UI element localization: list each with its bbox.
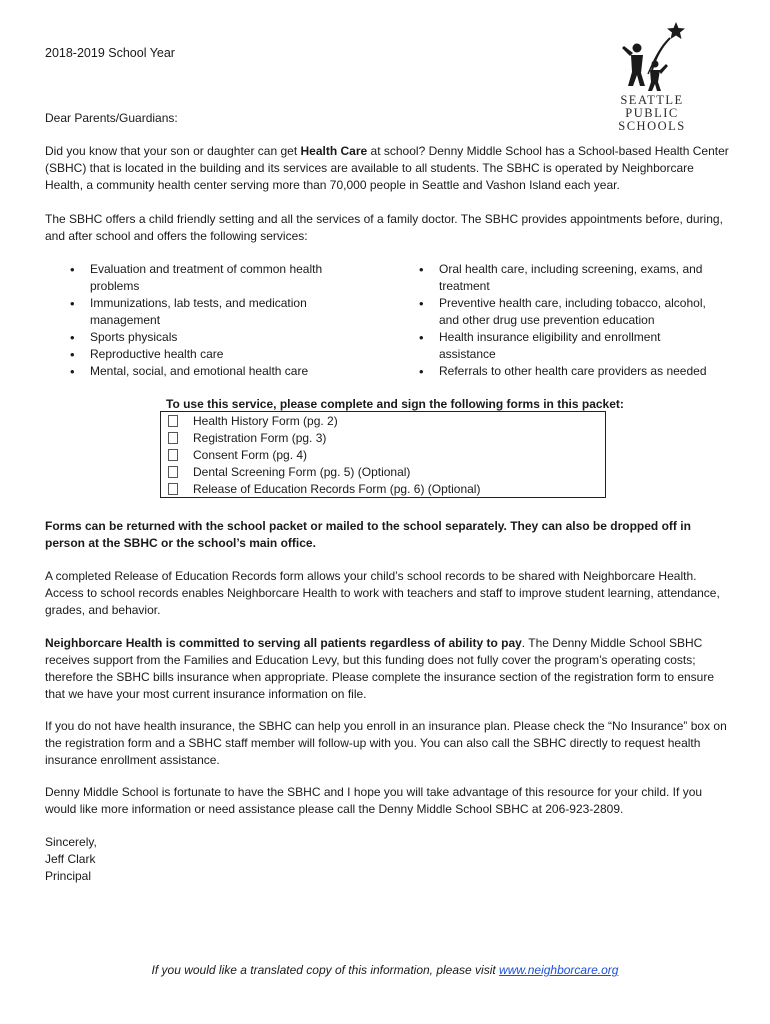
form-item-label: Registration Form (pg. 3) [193,431,327,445]
form-checklist-item [168,464,480,481]
forms-box-title: To use this service, please complete and sign the following forms in this packet: [166,397,624,411]
form-item-label: Dental Screening Form (pg. 5) (Optional) [193,465,411,479]
list-item: • Reproductive health care [68,346,353,363]
insurance-paragraph: If you do not have health insurance, the SBHC can help you enroll in an insurance plan. Please check the “No Insurance” box on the registration form and a SBHC staff member will follow-up with you. You can also call the SBHC directly to request health insurance enrollment assistance. [45,719,727,767]
signer-name: Jeff Clark [45,852,96,866]
signer-title: Principal [45,869,92,883]
form-checklist-item [168,413,480,430]
logo-word-public: PUBLIC [625,106,679,120]
logo-word-seattle: SEATTLE [620,93,684,107]
closing-salutation: Sincerely, [45,835,97,849]
logo-word-schools: SCHOOLS [618,119,686,133]
commitment-paragraph [45,635,730,703]
list-item: • Referrals to other health care providers as needed [417,363,717,380]
list-item: • Oral health care, including screening, exams, and treatment [417,261,717,295]
list-item: • Preventive health care, including tobacco, alcohol, and other drug use prevention education [417,295,717,329]
services-list-right [417,261,717,380]
list-item: • Mental, social, and emotional health care [68,363,353,380]
form-item-label: Health History Form (pg. 2) [193,414,338,428]
form-checklist-item [168,447,480,464]
closing-signature [45,834,97,885]
intro-bold-phrase: Health Care [300,144,368,158]
list-item: • Sports physicals [68,329,353,346]
neighborcare-link[interactable]: www.neighborcare.org [499,963,619,977]
contact-paragraph: Denny Middle School is fortunate to have the SBHC and I hope you will take advantage of this resource for your child. If you would like more information or need assistance please call the Denny Middle School SBHC at 206-923-2809. [45,785,703,816]
commitment-bold-phrase: Neighborcare Health is committed to serving all patients regardless of ability to pay [45,636,522,650]
list-item: • Immunizations, lab tests, and medication management [68,295,353,329]
forms-checklist [168,413,480,498]
checkbox[interactable] [168,483,178,495]
checkbox[interactable] [168,449,178,461]
form-item-label: Release of Education Records Form (pg. 6) (Optional) [193,482,481,496]
school-year: 2018-2019 School Year [45,46,175,60]
star-figures-icon [612,18,698,96]
form-item-label: Consent Form (pg. 4) [193,448,308,462]
greeting: Dear Parents/Guardians: [45,111,178,125]
commitment-text: . The Denny Middle School SBHC receives support from the Families and Education Levy, but this funding does not fully cover the program’s operating costs; therefore the SBHC bills insurance when appropriate. Please complete the insurance section of the registration form to ensure that we have your most current insurance information on file. [45,636,715,701]
form-checklist-item [168,481,480,498]
intro-text-start: Did you know that your son or daughter can get [45,144,301,158]
checkbox[interactable] [168,432,178,444]
intro-text-end: at school? Denny Middle School has a School-based Health Center (SBHC) that is located in the building and its services are available to all students. The SBHC is operated by Neighborcare Health, a community health center serving more than 70,000 people in Seattle and Vashon Island each year. [45,144,729,192]
seattle-public-schools-logo [612,18,698,136]
footer-text: If you would like a translated copy of this information, please visit [151,963,500,977]
list-item: • Evaluation and treatment of common health problems [68,261,353,295]
checkbox[interactable] [168,415,178,427]
footer-note [0,962,770,979]
checkbox[interactable] [168,466,178,478]
services-list-left [68,261,353,380]
forms-return-paragraph: Forms can be returned with the school packet or mailed to the school separately. They can also be dropped off in person at the SBHC or the school’s main office. [45,519,691,550]
services-intro-paragraph: The SBHC offers a child friendly setting and all the services of a family doctor. The SBHC provides appointments before, during, and after school and offers the following services: [45,212,723,243]
form-checklist-item [168,430,480,447]
records-release-paragraph: A completed Release of Education Records form allows your child’s school records to be shared with Neighborcare Health. Access to school records enables Neighborcare Health to work with teachers and staff to improve student learning, attendance, grades, and behavior. [45,569,720,617]
intro-paragraph [45,143,730,194]
list-item: • Health insurance eligibility and enrollment assistance [417,329,717,363]
